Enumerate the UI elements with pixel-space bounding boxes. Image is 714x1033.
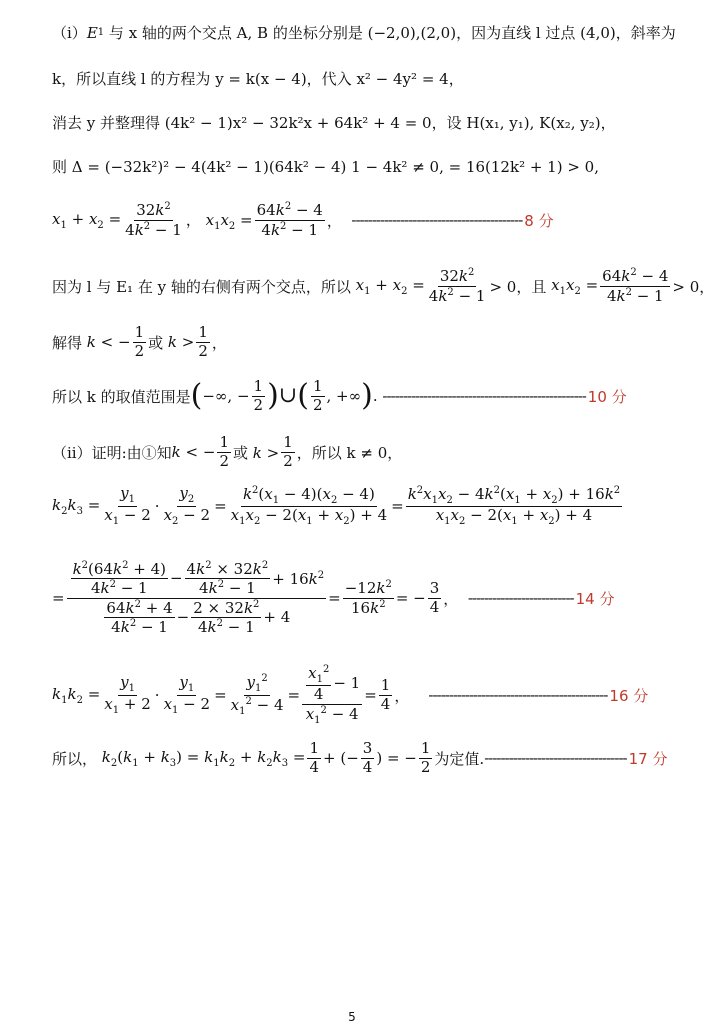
line-proof-start: （ii） 证明:由①知 k < − $\frac{1}{2}$ 或 k > $\frac{1}{2}$ ，所以 k ≠ 0， [52, 433, 403, 470]
line4-text: 则 Δ = (−32k²)² − 4(4k² − 1)(64k² − 4) 1 − 4k² ≠ 0, = 16(12k² + 1) > 0, [52, 158, 599, 176]
line-compound-fraction: = $\frac{k^2(64k^2 + 4)}{4k^2 - 1}$ − $\frac{4k^2 \times 32k^2}{4k^2 - 1}$ + $16k^2$ $\frac{64k^2 + 4}{4k^2 - 1}$ − $\frac{2 \times 32k^2}{4k^2 - 1}$ + 4 = $\frac{-12k^2}{16k^2}$ = − $\frac{3}{4}$ ， -------------------------- 14 分 [52, 560, 615, 636]
line3-text: 消去 y 并整理得 (4k² − 1)x² − 32k²x + 64k² + 4 = 0，设 H(x₁, y₁), K(x₂, y₂)， [52, 114, 616, 132]
line-quadratic [52, 112, 616, 133]
score-10: 10 分 [587, 387, 627, 406]
part-i-label: （i） [52, 24, 87, 42]
line6-text-b: 且 [531, 277, 547, 296]
line-k1k2: $k_1k_2$ = $\frac{y_1}{x_1 + 2}$ · $\frac{y_1}{x_1 - 2}$ = $\frac{y_1^2}{x_1^2 - 4}$ = $\frac{x_1^2}{4}$ − 1 $x_1^2 - 4$ = $\frac{1}{4}$ ， -------------------------------------------- 16 分 [52, 663, 649, 726]
score-14: 14 分 [575, 589, 615, 608]
score-16: 16 分 [609, 686, 649, 705]
part-ii-label: （ii） [52, 443, 92, 462]
line-vieta: $x_1 + x_2$ = $\frac{32k^2}{4k^2 - 1}$ ， $x_1x_2$ = $\frac{64k^2 - 4}{4k^2 - 1}$ ， ------------------------------------------ 8 分 [52, 201, 554, 239]
solve-text: 解得 [52, 333, 83, 352]
proof-text: 证明:由①知 [91, 443, 172, 462]
fraction-product: $\frac{64k^2 - 4}{4k^2 - 1}$ [256, 201, 323, 239]
line-k-range: 所以 k 的取值范围是 ( −∞, − $\frac{1}{2}$ ) ∪ ( $\frac{1}{2}$ , +∞ ) . -------------------------------------------------- 10 分 [52, 377, 627, 414]
line6-text-a: 因为 l 与 E₁ 在 y 轴的右侧有两个交点，所以 [52, 277, 351, 296]
line2-text: k，所以直线 l 的方程为 y = k(x − 4)，代入 x² − 4y² = 4， [52, 70, 464, 88]
line-k2k3: $k_2k_3$ = $\frac{y_1}{x_1 - 2}$ · $\frac{y_2}{x_2 - 2}$ = $\frac{k^2(x_1 - 4)(x_2 - 4)}{x_1x_2 - 2(x_1 + x_2) + 4}$ = $\frac{k^2x_1x_2 - 4k^2(x_1 + x_2) + 16k^2}{x_1x_2 - 2(x_1 + x_2) + 4}$ [52, 484, 621, 527]
score-8: 8 分 [524, 211, 554, 230]
line-final-result: 所以， $k_2(k_1 + k_3) = k_1k_2 + k_2k_3$ = $\frac{1}{4}$ + (− $\frac{3}{4}$ ) = − $\frac{1}{2}$ 为定值. ----------------------------------- 17 分 [52, 739, 668, 776]
line1-text: 与 x 轴的两个交点 A, B 的坐标分别是 (−2,0),(2,0)，因为直线 l 过点 (4,0)，斜率为 [108, 24, 676, 42]
line-solve-k: 解得 k < − $\frac{1}{2}$ 或 k > $\frac{1}{2}$ ， [52, 323, 227, 360]
line-right-side-condition: 因为 l 与 E₁ 在 y 轴的右侧有两个交点，所以 $x_1 + x_2$ = $\frac{32k^2}{4k^2 - 1}$ > 0， 且 $x_1x_2$ = $\frac{64k^2 - 4}{4k^2 - 1}$ > 0， [52, 267, 714, 305]
page-number: 5 [348, 1010, 356, 1024]
or-text: 或 [148, 333, 164, 352]
line-line-equation [52, 68, 464, 89]
line-discriminant [52, 156, 599, 177]
final-suffix: 为定值. [434, 749, 485, 768]
final-text: 所以， [52, 749, 98, 768]
fraction-sum: $\frac{32k^2}{4k^2 - 1}$ [125, 201, 182, 239]
compound-fraction: $\frac{k^2(64k^2 + 4)}{4k^2 - 1}$ − $\frac{4k^2 \times 32k^2}{4k^2 - 1}$ + $16k^2$ $\frac{64k^2 + 4}{4k^2 - 1}$ − $\frac{2 \times 32k^2}{4k^2 - 1}$ + 4 [67, 560, 327, 636]
range-text: 所以 k 的取值范围是 [52, 387, 191, 406]
line-intersection-points: （i） E 1 与 x 轴的两个交点 A, B 的坐标分别是 (−2,0),(2,0)，因为直线 l 过点 (4,0)，斜率为 [52, 23, 676, 42]
score-17: 17 分 [628, 749, 668, 768]
so-text: ，所以 k ≠ 0， [296, 443, 403, 462]
